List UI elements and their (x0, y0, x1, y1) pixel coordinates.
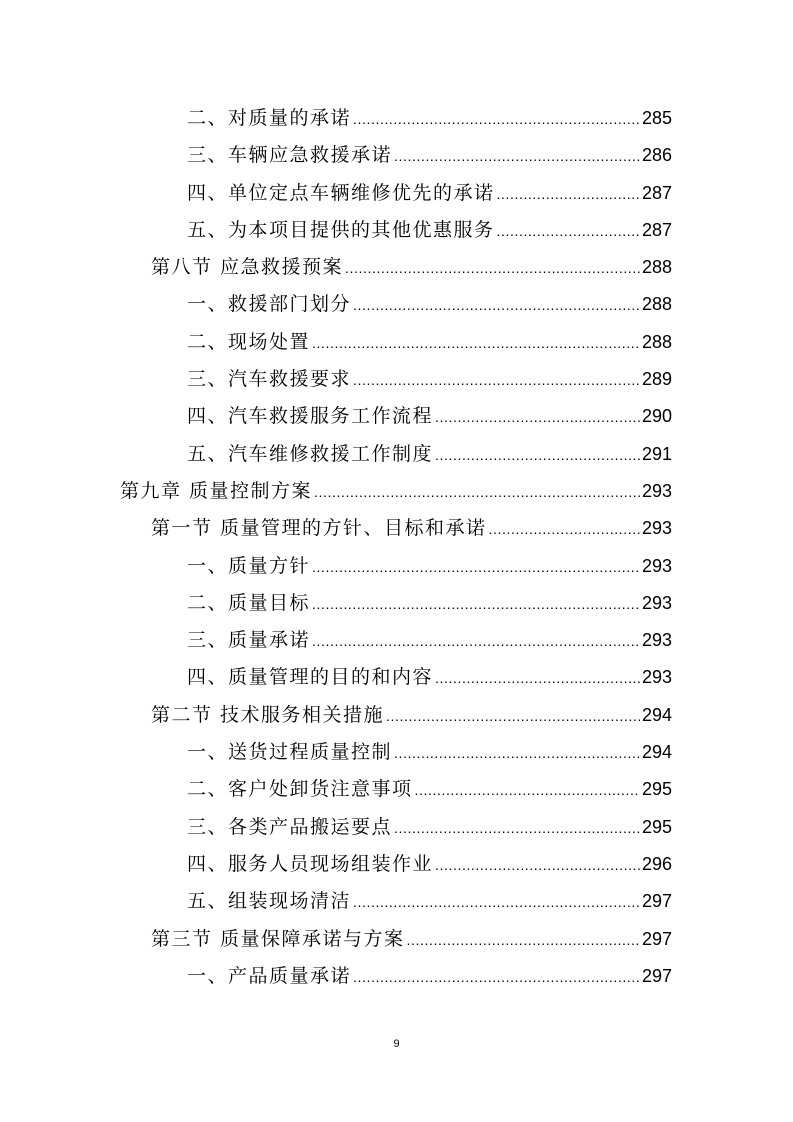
toc-entry-title: 二、对质量的承诺 (187, 107, 352, 129)
toc-entry-page-number: 297 (641, 928, 672, 949)
toc-entry-title: 三、汽车救援要求 (187, 368, 352, 391)
toc-entry-row (187, 883, 672, 921)
toc-dot-leader (435, 437, 640, 474)
toc-entry-page-number: 293 (641, 667, 672, 688)
toc-entry-title: 第九章 质量控制方案 (120, 479, 313, 502)
toc-dot-leader (415, 772, 640, 809)
toc-entry-item[interactable] (0, 846, 793, 883)
page-number: 9 (393, 1038, 400, 1050)
toc-entry-title: 二、现场处置 (187, 330, 311, 353)
toc-entry-page-number: 288 (641, 331, 672, 352)
toc-entry-row (187, 958, 672, 996)
toc-dot-leader (312, 325, 640, 362)
toc-entry-page-number: 286 (641, 145, 672, 166)
toc-entry-page-number: 293 (641, 630, 672, 651)
toc-entry-title: 第二节 技术服务相关措施 (151, 703, 385, 726)
toc-entry-page-number: 293 (641, 592, 672, 613)
toc-entry-item[interactable] (0, 585, 793, 622)
toc-entry-title: 一、产品质量承诺 (187, 964, 352, 987)
toc-entry-page-number: 289 (641, 369, 672, 390)
toc-entry-page-number: 288 (641, 294, 672, 315)
toc-entry-title: 四、汽车救援服务工作流程 (187, 405, 434, 428)
toc-entry-title: 五、组装现场清洁 (187, 890, 352, 913)
toc-entry-item[interactable] (0, 361, 793, 398)
toc-entry-title: 二、质量目标 (187, 591, 311, 614)
toc-entry-row (187, 809, 672, 847)
toc-entry-item[interactable] (0, 622, 793, 659)
toc-entry-page-number: 296 (641, 853, 672, 874)
toc-entry-item[interactable] (0, 659, 793, 696)
toc-entry-title: 五、汽车维修救援工作制度 (187, 442, 434, 465)
toc-entry-row (151, 510, 672, 548)
toc-entry-section[interactable] (0, 510, 793, 547)
toc-entry-title: 四、质量管理的目的和内容 (187, 666, 434, 689)
toc-entry-title: 二、客户处卸货注意事项 (187, 778, 413, 801)
toc-entry-section[interactable] (0, 921, 793, 958)
toc-dot-leader (435, 847, 640, 884)
toc-entry-page-number: 295 (641, 779, 672, 800)
toc-entry-item[interactable] (0, 212, 793, 249)
toc-entry-page-number: 294 (641, 742, 672, 763)
toc-dot-leader (312, 586, 640, 623)
toc-entry-item[interactable] (0, 771, 793, 808)
toc-entry-row (187, 585, 672, 623)
toc-dot-leader (394, 138, 640, 175)
toc-dot-leader (353, 884, 640, 921)
toc-entry-title: 第三节 质量保障承诺与方案 (151, 927, 405, 950)
toc-entry-row (187, 622, 672, 660)
toc-entry-row (187, 212, 672, 250)
toc-entry-page-number: 297 (641, 891, 672, 912)
toc-entry-item[interactable] (0, 809, 793, 846)
toc-dot-leader (489, 511, 640, 548)
toc-entry-page-number: 285 (641, 108, 672, 128)
toc-dot-leader (497, 213, 640, 250)
toc-dot-leader (314, 474, 640, 511)
toc-entry-item[interactable] (0, 137, 793, 174)
toc-entry-title: 三、质量承诺 (187, 629, 311, 652)
toc-entry-item[interactable] (0, 175, 793, 212)
toc-entry-page-number: 288 (641, 257, 672, 278)
toc-dot-leader (394, 735, 640, 772)
toc-entry-title: 三、各类产品搬运要点 (187, 815, 393, 838)
toc-entry-row (187, 286, 672, 324)
toc-entry-title: 五、为本项目提供的其他优惠服务 (187, 218, 495, 241)
toc-entry-page-number: 293 (641, 518, 672, 539)
toc-entry-row (151, 921, 672, 959)
toc-entry-title: 一、质量方针 (187, 554, 311, 577)
toc-entry-section[interactable] (0, 697, 793, 734)
toc-entry-item[interactable] (0, 734, 793, 771)
toc-entry-item[interactable] (0, 548, 793, 585)
toc-entry-row (151, 249, 672, 287)
toc-dot-leader (394, 810, 640, 847)
toc-entry-page-number: 293 (641, 480, 672, 501)
toc-entry-item[interactable] (0, 436, 793, 473)
toc-entry-page-number: 295 (641, 816, 672, 837)
toc-entry-row (187, 548, 672, 586)
toc-entry-row (187, 398, 672, 436)
toc-entry-item[interactable] (0, 958, 793, 995)
toc-dot-leader (407, 922, 640, 959)
toc-entry-page-number: 287 (641, 219, 672, 240)
toc-entry-row (187, 175, 672, 213)
toc-entry-title: 第一节 质量管理的方针、目标和承诺 (151, 517, 487, 540)
toc-entry-title: 四、服务人员现场组装作业 (187, 852, 434, 875)
toc-entry-page-number: 293 (641, 555, 672, 576)
toc-dot-leader (312, 623, 640, 660)
toc-entry-item[interactable] (0, 883, 793, 920)
toc-entry-item[interactable] (0, 286, 793, 323)
toc-entry-row (187, 361, 672, 399)
toc-entry-row (187, 436, 672, 474)
toc-entry-page-number: 290 (641, 406, 672, 427)
toc-entry-title: 三、车辆应急救援承诺 (187, 144, 393, 167)
toc-entry-item[interactable] (0, 324, 793, 361)
toc-entry-row (187, 771, 672, 809)
toc-dot-leader (435, 660, 640, 697)
toc-entry-title: 一、救援部门划分 (187, 293, 352, 316)
toc-dot-leader (353, 959, 640, 996)
toc-entry-row (120, 473, 672, 511)
toc-dot-leader (353, 101, 640, 138)
toc-entry-row (151, 697, 672, 735)
toc-entry-item[interactable] (0, 398, 793, 435)
toc-dot-leader (353, 287, 640, 324)
toc-entry-title: 四、单位定点车辆维修优先的承诺 (187, 181, 495, 204)
toc-entry-title: 第八节 应急救援预案 (151, 256, 344, 279)
toc-dot-leader (353, 362, 640, 399)
toc-entry-page-number: 294 (641, 704, 672, 725)
table-of-contents (0, 100, 793, 995)
toc-entry-row (187, 734, 672, 772)
toc-dot-leader (497, 176, 640, 213)
toc-entry-item[interactable] (0, 100, 793, 137)
toc-entry-row (187, 659, 672, 697)
toc-dot-leader (386, 698, 640, 735)
toc-entry-page-number: 291 (641, 443, 672, 464)
toc-entry-row (187, 100, 672, 138)
toc-entry-row (187, 324, 672, 362)
toc-entry-section[interactable] (0, 249, 793, 286)
toc-entry-title: 一、送货过程质量控制 (187, 741, 393, 764)
toc-dot-leader (345, 250, 640, 287)
toc-entry-row (187, 137, 672, 175)
toc-entry-page-number: 297 (641, 965, 672, 986)
toc-entry-chapter[interactable] (0, 473, 793, 510)
toc-dot-leader (312, 549, 640, 586)
toc-dot-leader (435, 399, 640, 436)
toc-entry-row (187, 846, 672, 884)
toc-entry-page-number: 287 (641, 182, 672, 203)
